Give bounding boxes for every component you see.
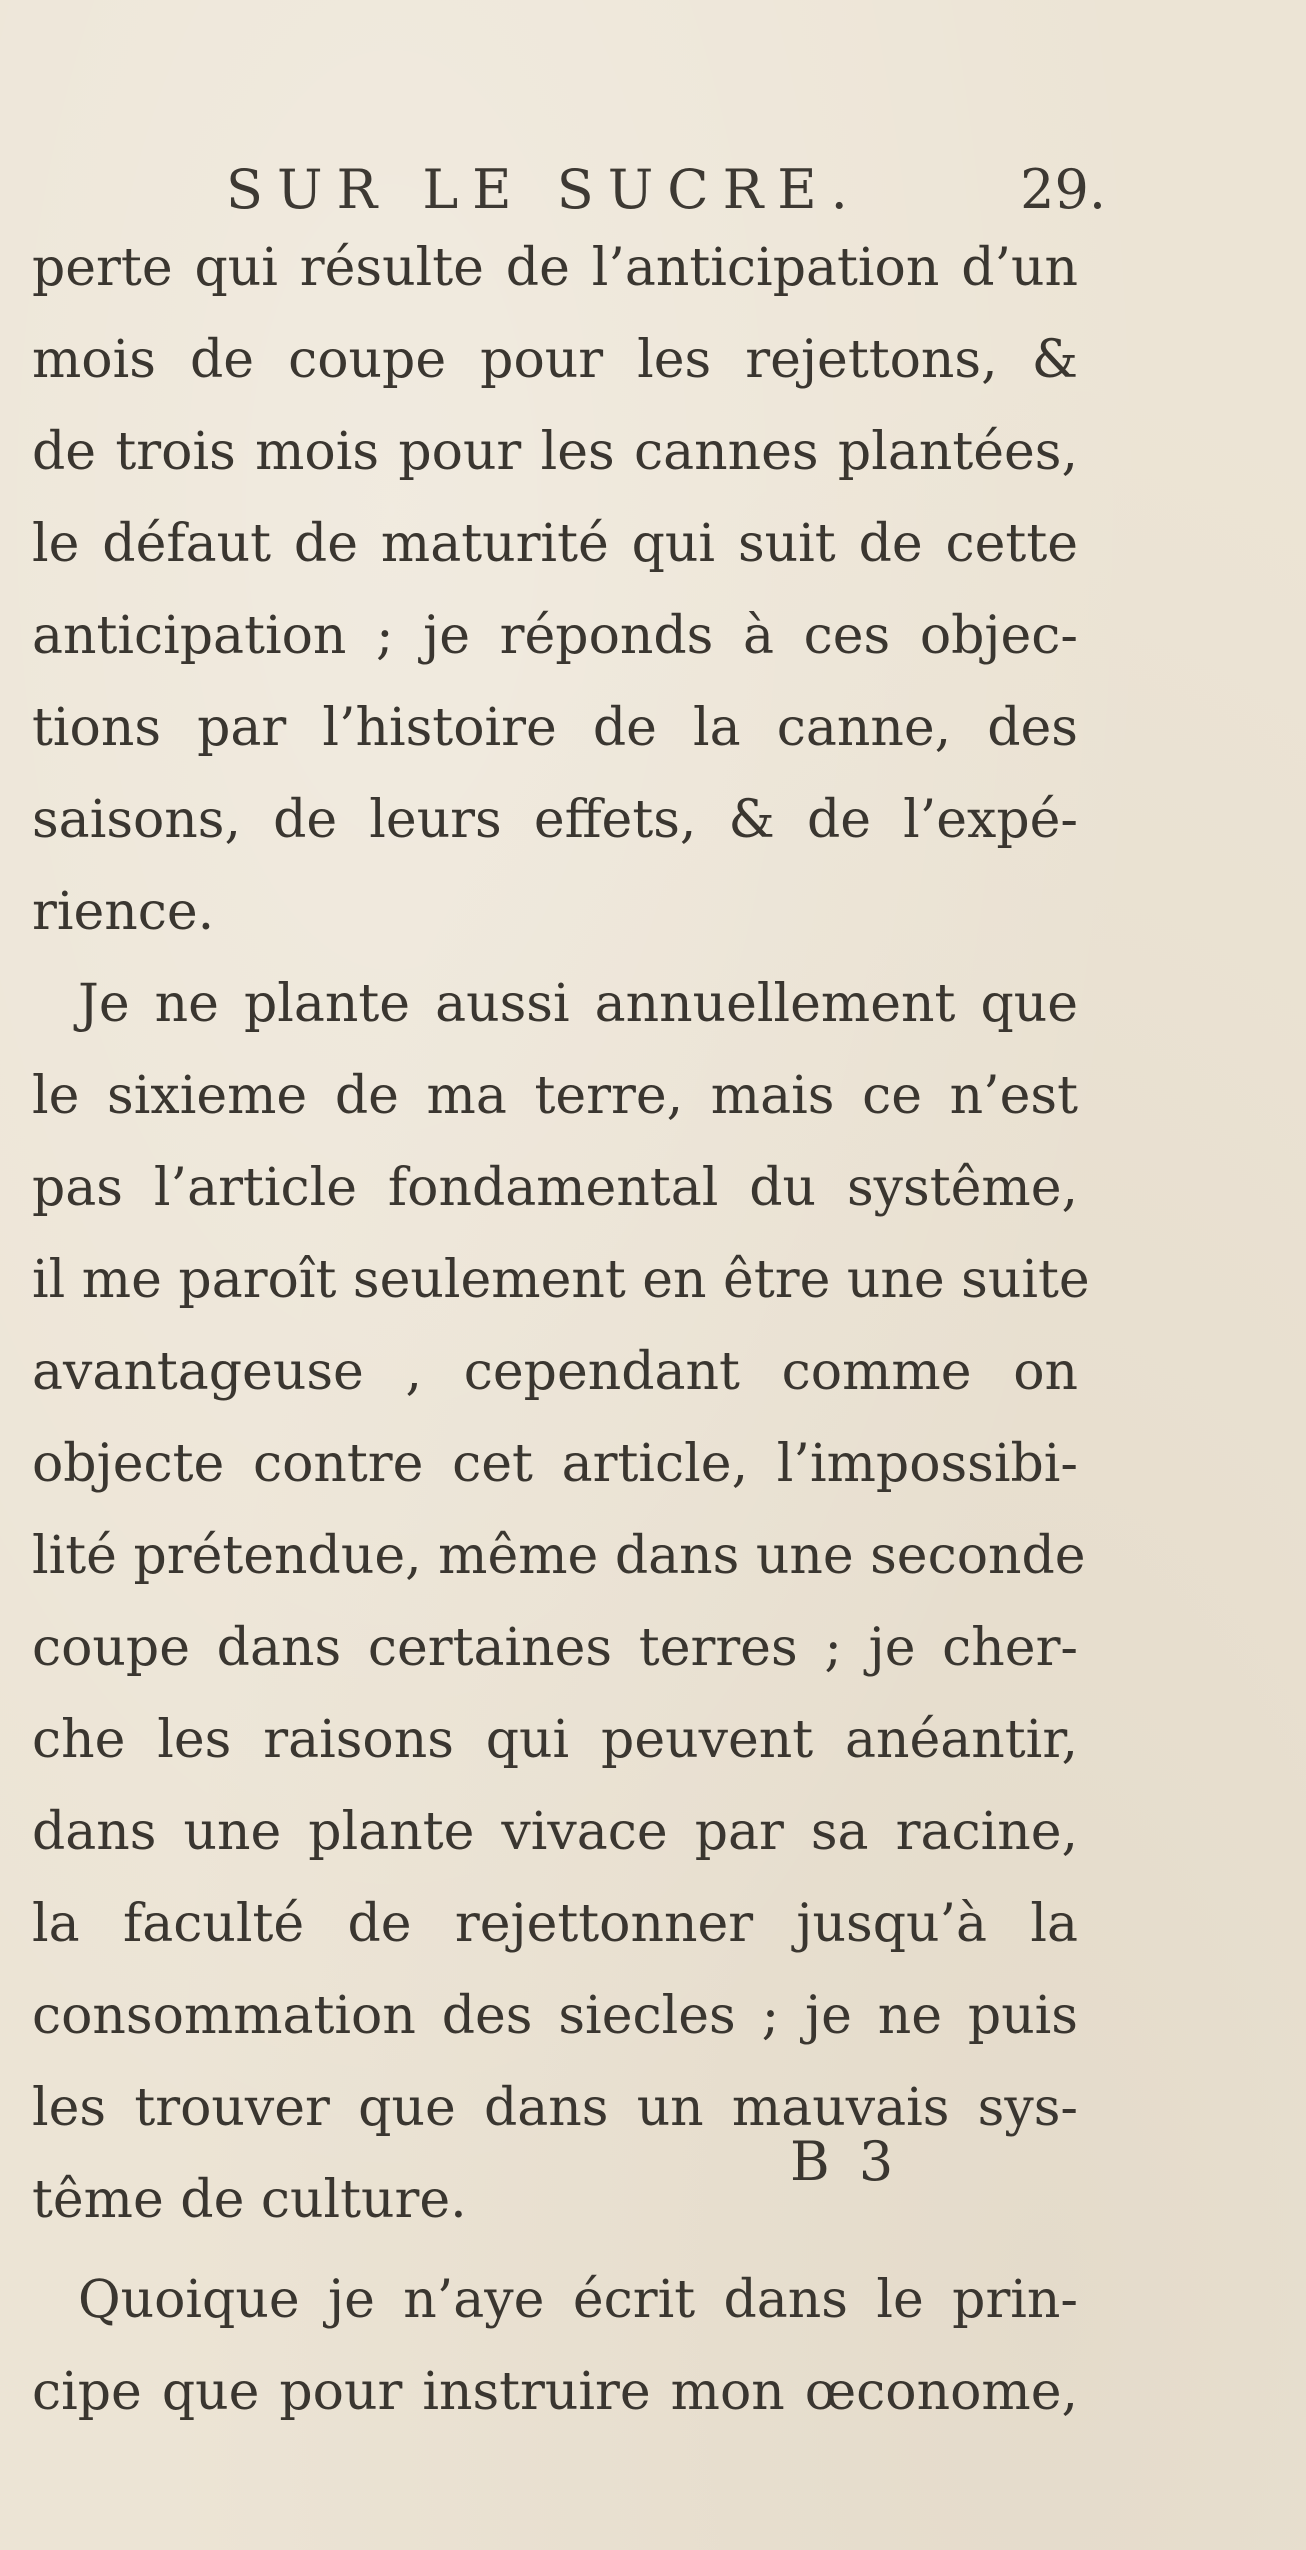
text-line: de trois mois pour les cannes plantées, <box>32 422 1078 482</box>
text-line: anticipation ; je réponds à ces objec- <box>32 606 1078 666</box>
text-line: perte qui résulte de l’anticipation d’un <box>32 238 1078 298</box>
text-line: pas l’article fondamental du systême, <box>32 1158 1078 1218</box>
text-line: Je ne plante aussi annuellement que <box>78 974 1078 1034</box>
text-line: tême de culture. <box>32 2170 467 2230</box>
paragraph-1 <box>32 222 1078 958</box>
text-line: saisons, de leurs effets, & de l’expé- <box>32 790 1078 850</box>
paragraph-gap <box>32 2246 1078 2254</box>
text-line: les trouver que dans un mauvais sys- <box>32 2078 1078 2138</box>
text-line: mois de coupe pour les rejettons, & <box>32 330 1078 390</box>
text-line: dans une plante vivace par sa racine, <box>32 1802 1078 1862</box>
text-line: il me paroît seulement en être une suite <box>32 1250 1090 1310</box>
text-line: tions par l’histoire de la canne, des <box>32 698 1078 758</box>
text-line: le sixieme de ma terre, mais ce n’est <box>32 1066 1078 1126</box>
text-line: lité prétendue, même dans une seconde <box>32 1526 1086 1586</box>
text-line: le défaut de maturité qui suit de cette <box>32 514 1078 574</box>
text-line: cipe que pour instruire mon œconome, <box>32 2362 1078 2422</box>
text-line: la faculté de rejettonner jusqu’à la <box>32 1894 1078 1954</box>
text-line: avantageuse , cependant comme on <box>32 1342 1078 1402</box>
text-line: Quoique je n’aye écrit dans le prin- <box>78 2270 1078 2330</box>
text-line: objecte contre cet article, l’impossibi- <box>32 1434 1078 1494</box>
paragraph-3 <box>32 2254 1078 2438</box>
paragraph-2 <box>32 958 1090 2246</box>
signature-mark: B 3 <box>790 2130 900 2193</box>
text-line: rience. <box>32 882 215 942</box>
page-header <box>226 158 1106 228</box>
text-line: consommation des siecles ; je ne puis <box>32 1986 1078 2046</box>
text-line: coupe dans certaines terres ; je cher- <box>32 1618 1078 1678</box>
text-line: che les raisons qui peuvent anéantir, <box>32 1710 1078 1770</box>
running-head: SUR LE SUCRE. <box>226 158 862 221</box>
body-text <box>32 222 1090 2438</box>
page-number: 29. <box>1020 158 1106 221</box>
